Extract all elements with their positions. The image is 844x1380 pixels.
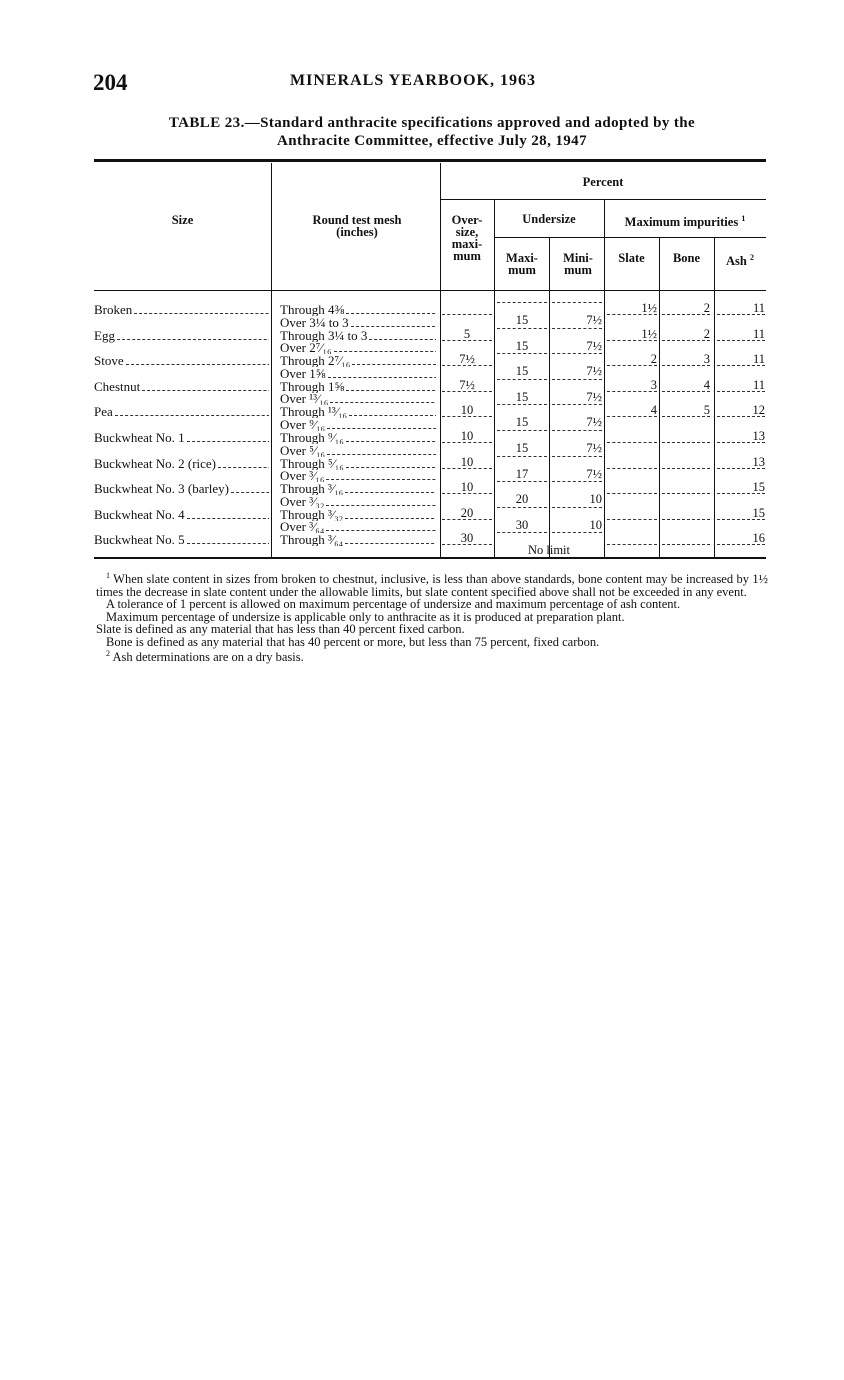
- mesh-over-label: Over ³⁄₃₂: [280, 494, 325, 508]
- dash-rule: [442, 442, 492, 443]
- cell-under-min: 7½: [586, 364, 602, 379]
- dash-rule: [497, 481, 547, 482]
- cell-ash: 11: [752, 377, 765, 392]
- header-under-min: Mini- mum: [563, 251, 593, 277]
- mesh-through: [280, 482, 436, 495]
- dash-rule: [607, 416, 657, 417]
- dash-rule: [717, 365, 765, 366]
- cell-ash: 13: [752, 429, 765, 443]
- dash-rule: [607, 365, 657, 366]
- mesh-through-label: Through ³⁄₆₄: [280, 533, 344, 547]
- dash-rule: [662, 519, 710, 520]
- cell-under-max: 30: [515, 517, 529, 532]
- leader-dots: [134, 313, 269, 314]
- dash-rule: [442, 468, 492, 469]
- cell-ash: 11: [752, 301, 765, 315]
- leader-dots: [326, 479, 436, 480]
- dash-rule: [662, 365, 710, 366]
- dash-rule: [717, 442, 765, 443]
- mesh-over-label: Over ⁵⁄₁₆: [280, 443, 326, 457]
- dash-rule: [552, 430, 602, 431]
- leader-dots: [218, 467, 269, 468]
- mesh-over: [280, 444, 436, 457]
- size-cell: [94, 380, 269, 394]
- leader-dots: [328, 377, 437, 378]
- dash-rule: [662, 340, 710, 341]
- cell-ash: 11: [752, 326, 765, 341]
- footnote-undersize: Maximum percentage of undersize is applicable only to anthracite as it is produced at preparation plant.: [106, 609, 625, 624]
- table-top-rule: [94, 159, 766, 162]
- leader-dots: [369, 339, 436, 340]
- cell-slate: 2: [650, 352, 657, 367]
- mesh-over-label: Over 1⅝: [280, 366, 326, 380]
- dash-rule: [607, 340, 657, 341]
- footnote-2-mark: 2: [106, 649, 110, 659]
- dash-rule: [607, 468, 657, 469]
- size-cell: [94, 482, 269, 496]
- leader-dots: [326, 505, 436, 506]
- cell-oversize: 7½: [459, 377, 475, 392]
- cell-oversize: 30: [460, 531, 474, 546]
- size-cell: [94, 431, 269, 445]
- header-bone: Bone: [672, 251, 701, 265]
- header-ash-label: Ash: [726, 254, 747, 269]
- mesh-through-label: Through 4⅜: [280, 303, 345, 316]
- mesh-through-label: Through ⁹⁄₁₆: [280, 431, 344, 444]
- dash-rule: [442, 519, 492, 520]
- leader-dots: [346, 441, 436, 442]
- dash-rule: [442, 544, 492, 545]
- dash-rule: [717, 519, 765, 520]
- dash-rule: [497, 328, 547, 329]
- leader-dots: [349, 415, 436, 416]
- leader-dots: [187, 518, 269, 519]
- leader-dots: [231, 492, 269, 493]
- mesh-over-label: Over ⁹⁄₁₆: [280, 417, 326, 431]
- leader-dots: [351, 326, 436, 327]
- cell-oversize: 10: [460, 480, 474, 495]
- footnote-1: [96, 570, 768, 598]
- dash-rule: [607, 391, 657, 392]
- dash-rule: [607, 544, 657, 545]
- size-label: Chestnut: [94, 379, 141, 394]
- header-mesh: Round test mesh (inches): [312, 213, 402, 239]
- dash-rule: [497, 456, 547, 457]
- footnote-1-mark: 1: [106, 571, 110, 580]
- size-label: Buckwheat No. 2 (rice): [94, 456, 217, 471]
- leader-dots: [327, 454, 436, 455]
- cell-under-max: 20: [515, 492, 529, 507]
- footnote-1-text: When slate content in sizes from broken to chestnut, inclusive, is less than above standards, bone content may be increased by 1½ times the decrease in slate content under the allowable limits, but slate content specified above shall not be exceeded in any event.: [96, 572, 768, 599]
- cell-slate: 3: [650, 377, 657, 392]
- cell-under-min: 7½: [586, 415, 602, 430]
- cell-oversize: 10: [460, 429, 474, 443]
- dash-rule: [662, 416, 710, 417]
- dash-rule: [442, 340, 492, 341]
- dash-rule: [497, 379, 547, 380]
- size-cell: [94, 303, 269, 317]
- mesh-through-label: Through 2⁷⁄₁₆: [280, 354, 351, 368]
- footnote-tolerance: A tolerance of 1 percent is allowed on maximum percentage of undersize and maximum percentage of ash content.: [106, 597, 681, 612]
- dash-rule: [662, 544, 710, 545]
- cell-ash: 11: [752, 352, 765, 367]
- leader-dots: [345, 543, 436, 544]
- footnotes: [96, 570, 768, 664]
- cell-oversize: 20: [460, 505, 474, 520]
- cell-under-max: 17: [515, 466, 529, 481]
- cell-ash: 16: [752, 531, 765, 546]
- dash-rule: [497, 404, 547, 405]
- mesh-through-label: Through ¹³⁄₁₆: [280, 405, 348, 419]
- leader-dots: [117, 339, 269, 340]
- cell-slate: 1½: [641, 301, 657, 315]
- cell-oversize: 5: [463, 326, 471, 341]
- size-label: Egg: [94, 328, 115, 343]
- dash-rule: [662, 442, 710, 443]
- leader-dots: [346, 313, 436, 314]
- mesh-through: [280, 303, 436, 316]
- mesh-through-label: Through 3¼ to 3: [280, 328, 368, 342]
- cell-oversize: 7½: [459, 352, 475, 367]
- cell-under-max: No limit: [527, 543, 571, 558]
- mesh-over: [280, 316, 436, 329]
- header-percent: Percent: [582, 175, 624, 189]
- mesh-over: [280, 367, 436, 380]
- mesh-over: [280, 392, 436, 405]
- table-bottom-rule: [94, 557, 766, 559]
- col-divider: [659, 237, 660, 557]
- header-max-impurities: [604, 213, 766, 228]
- footnote-2: [96, 648, 768, 664]
- dash-rule: [607, 493, 657, 494]
- dash-rule: [552, 507, 602, 508]
- mesh-over-label: Over 3¼ to 3: [280, 315, 349, 329]
- leader-dots: [345, 492, 436, 493]
- size-label: Broken: [94, 303, 133, 317]
- mesh-over: [280, 520, 436, 533]
- dash-rule: [497, 507, 547, 508]
- cell-under-min: 7½: [586, 338, 602, 353]
- dash-rule: [442, 493, 492, 494]
- dash-rule: [607, 442, 657, 443]
- dash-rule: [497, 302, 547, 303]
- mesh-over-label: Over ¹³⁄₁₆: [280, 392, 329, 406]
- header-rule: [94, 290, 766, 291]
- dash-rule: [607, 314, 657, 315]
- dash-rule: [442, 416, 492, 417]
- leader-dots: [126, 364, 269, 365]
- col-divider: [714, 237, 715, 557]
- dash-rule: [552, 481, 602, 482]
- cell-under-min: 7½: [586, 441, 602, 455]
- table-title: [96, 114, 768, 150]
- cell-under-max: 15: [515, 415, 529, 430]
- cell-slate: 4: [650, 403, 657, 418]
- mesh-through: [280, 431, 436, 444]
- dash-rule: [662, 493, 710, 494]
- cell-bone: 2: [703, 326, 710, 341]
- col-divider: [271, 163, 272, 557]
- dash-rule: [662, 314, 710, 315]
- mesh-over: [280, 418, 436, 431]
- cell-oversize: 10: [460, 454, 474, 469]
- cell-under-max: 15: [515, 389, 529, 404]
- leader-dots: [352, 364, 436, 365]
- leader-dots: [346, 390, 436, 391]
- dash-rule: [717, 391, 765, 392]
- cell-under-min: 7½: [586, 389, 602, 404]
- mesh-through-label: Through ³⁄₃₂: [280, 507, 344, 521]
- dash-rule: [497, 430, 547, 431]
- mesh-through: [280, 405, 436, 418]
- size-cell: [94, 405, 269, 419]
- header-rule: [440, 199, 766, 200]
- header-oversize: Over- size, maxi- mum: [451, 213, 483, 263]
- size-label: Pea: [94, 405, 113, 420]
- header-slate: Slate: [618, 251, 645, 265]
- leader-dots: [334, 351, 436, 352]
- footnote-2-text: Ash determinations are on a dry basis.: [112, 650, 304, 665]
- cell-under-max: 15: [515, 313, 529, 327]
- leader-dots: [115, 415, 269, 416]
- header-max-impurities-label: Maximum impurities: [624, 215, 739, 230]
- footnote-ref-1: 1: [741, 214, 746, 223]
- dash-rule: [442, 365, 492, 366]
- leader-dots: [345, 518, 436, 519]
- size-label: Buckwheat No. 3 (barley): [94, 482, 230, 497]
- leader-dots: [326, 530, 436, 531]
- cell-under-max: 15: [515, 364, 529, 379]
- dash-rule: [717, 468, 765, 469]
- col-divider: [440, 163, 441, 557]
- cell-ash: 15: [752, 480, 765, 495]
- mesh-through: [280, 457, 436, 470]
- cell-ash: 13: [752, 454, 765, 469]
- mesh-through: [280, 508, 436, 521]
- dash-rule: [552, 328, 602, 329]
- dash-rule: [442, 391, 492, 392]
- size-cell: [94, 329, 269, 343]
- leader-dots: [327, 428, 436, 429]
- leader-dots: [187, 441, 269, 442]
- header-rule: [494, 237, 766, 238]
- col-divider: [549, 237, 550, 557]
- mesh-through: [280, 380, 436, 393]
- dash-rule: [497, 532, 547, 533]
- dash-rule: [552, 532, 602, 533]
- mesh-through-label: Through 1⅝: [280, 379, 345, 393]
- cell-under-max: 15: [515, 338, 529, 353]
- mesh-through-label: Through ⁵⁄₁₆: [280, 456, 344, 470]
- footnote-bone: Bone is defined as any material that has 40 percent or more, but less than 75 percent, fixed carbon.: [106, 634, 600, 649]
- dash-rule: [552, 379, 602, 380]
- dash-rule: [717, 544, 765, 545]
- mesh-through: [280, 354, 436, 367]
- cell-under-max: 15: [515, 441, 529, 455]
- mesh-over-label: Over ³⁄₁₆: [280, 469, 325, 483]
- cell-bone: 5: [703, 403, 710, 418]
- size-label: Buckwheat No. 1: [94, 431, 185, 445]
- cell-ash: 15: [752, 505, 765, 520]
- leader-dots: [346, 467, 436, 468]
- header-undersize: Undersize: [522, 212, 576, 226]
- cell-bone: 3: [703, 352, 710, 367]
- size-cell: [94, 533, 269, 547]
- size-label: Stove: [94, 354, 124, 369]
- running-head: MINERALS YEARBOOK, 1963: [290, 72, 536, 89]
- dash-rule: [552, 302, 602, 303]
- size-cell: [94, 354, 269, 368]
- dash-rule: [607, 519, 657, 520]
- dash-rule: [717, 340, 765, 341]
- mesh-over: [280, 341, 436, 354]
- mesh-through: [280, 533, 436, 546]
- header-under-max: Maxi- mum: [506, 251, 538, 277]
- mesh-through: [280, 329, 436, 342]
- cell-ash: 12: [752, 403, 765, 418]
- table-title-line2: Anthracite Committee, effective July 28, 1947: [277, 133, 587, 149]
- dash-rule: [717, 416, 765, 417]
- size-label: Buckwheat No. 4: [94, 507, 185, 522]
- size-cell: [94, 508, 269, 522]
- cell-under-min: 10: [589, 492, 602, 507]
- leader-dots: [187, 543, 269, 544]
- col-divider: [494, 200, 495, 557]
- leader-dots: [330, 402, 436, 403]
- header-ash: [714, 252, 766, 267]
- dash-rule: [552, 404, 602, 405]
- dash-rule: [442, 314, 492, 315]
- page-number: 204: [93, 70, 128, 95]
- dash-rule: [662, 468, 710, 469]
- cell-bone: 2: [703, 301, 710, 315]
- dash-rule: [552, 456, 602, 457]
- dash-rule: [717, 314, 765, 315]
- dash-rule: [662, 391, 710, 392]
- dash-rule: [552, 353, 602, 354]
- mesh-over-label: Over 2⁷⁄₁₆: [280, 341, 332, 355]
- dash-rule: [497, 353, 547, 354]
- size-cell: [94, 457, 269, 471]
- cell-under-min: 7½: [586, 466, 602, 481]
- cell-slate: 1½: [641, 326, 657, 341]
- footnote-slate: Slate is defined as any material that has less than 40 percent fixed carbon.: [96, 622, 465, 637]
- table-title-line1: TABLE 23.—Standard anthracite specifications approved and adopted by the: [168, 115, 696, 131]
- footnote-ref-2: 2: [749, 253, 754, 262]
- cell-bone: 4: [703, 377, 710, 392]
- mesh-over: [280, 495, 436, 508]
- mesh-over-label: Over ³⁄₆₄: [280, 520, 325, 534]
- size-label: Buckwheat No. 5: [94, 533, 185, 548]
- cell-under-min: 10: [589, 517, 602, 532]
- cell-oversize: 10: [460, 403, 474, 418]
- mesh-through-label: Through ³⁄₁₆: [280, 482, 344, 496]
- header-size: Size: [171, 213, 194, 227]
- mesh-over: [280, 469, 436, 482]
- dash-rule: [717, 493, 765, 494]
- leader-dots: [142, 390, 269, 391]
- cell-under-min: 7½: [586, 313, 602, 327]
